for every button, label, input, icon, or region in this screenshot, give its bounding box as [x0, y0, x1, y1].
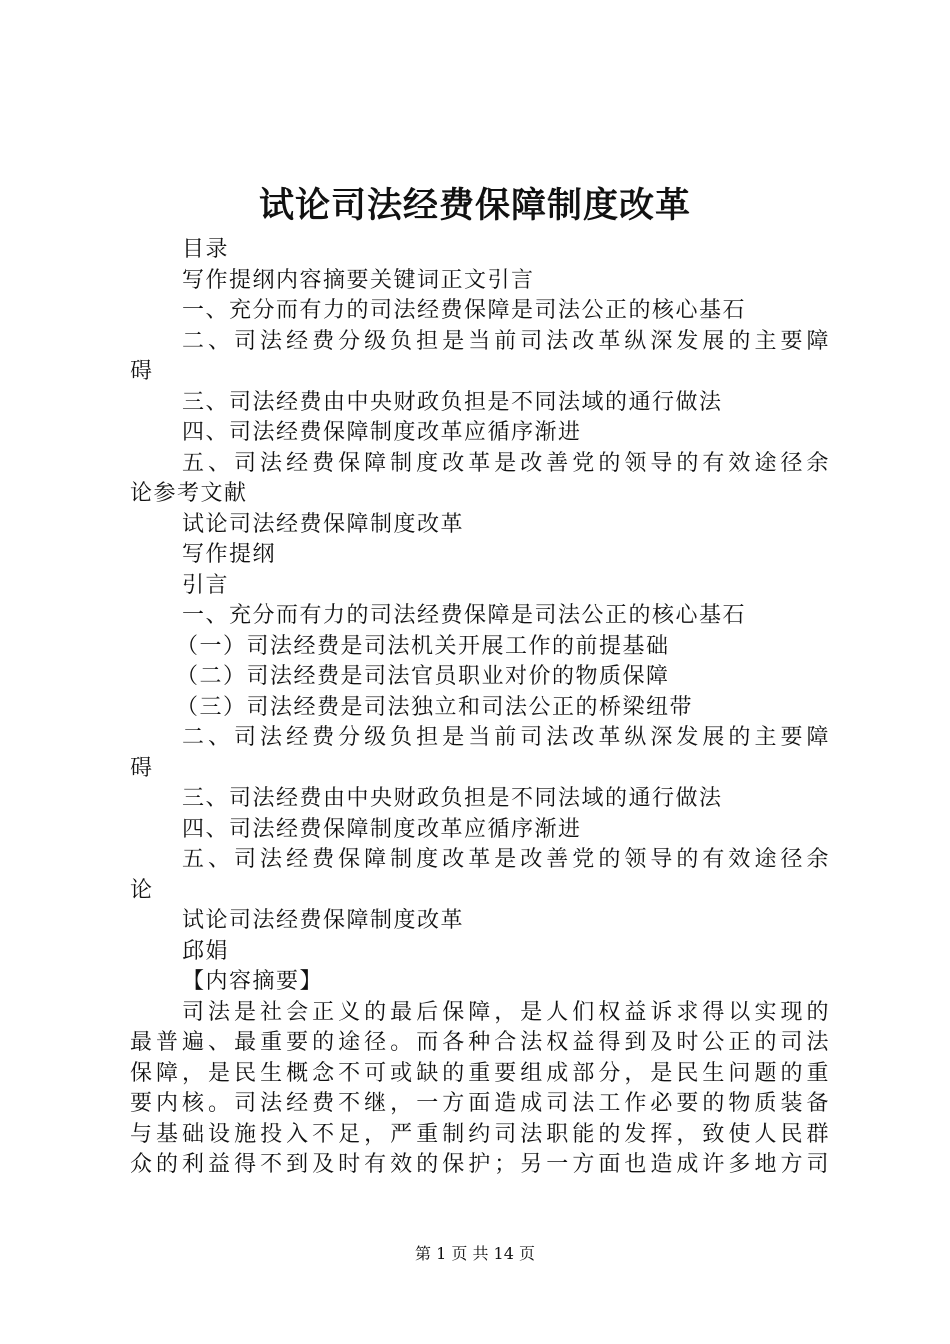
article-title: 试论司法经费保障制度改革: [182, 908, 465, 933]
outline-heading: 写作提纲: [182, 542, 277, 567]
abstract-line: 最普遍、最重要的途径。而各种合法权益得到及时公正的司法: [130, 1030, 830, 1055]
outline-subline: （一）司法经费是司法机关开展工作的前提基础: [176, 633, 670, 659]
document-body: [130, 235, 830, 1181]
abstract-line: 保障，是民生概念不可或缺的重要组成部分，是民生问题的重: [130, 1060, 830, 1086]
toc-line: 一、充分而有力的司法经费保障是司法公正的核心基石: [182, 298, 747, 323]
outline-subline: （二）司法经费是司法官员职业对价的物质保障: [176, 664, 670, 689]
toc-line-wrap: 论参考文献: [130, 481, 248, 506]
outline-line: 一、充分而有力的司法经费保障是司法公正的核心基石: [182, 603, 747, 628]
abstract-line: 与基础设施投入不足，严重制约司法职能的发挥，致使人民群: [130, 1121, 830, 1147]
outline-line: 引言: [182, 572, 230, 598]
outline-line-wrap: 论: [130, 877, 154, 903]
toc-line: 四、司法经费保障制度改革应循序渐进: [182, 420, 582, 445]
outline-line: 五、司法经费保障制度改革是改善党的领导的有效途径余: [182, 847, 830, 872]
toc-line: 五、司法经费保障制度改革是改善党的领导的有效途径余: [182, 450, 830, 476]
toc-line-wrap: 碍: [130, 359, 154, 384]
abstract-line: 众的利益得不到及时有效的保护；另一方面也造成许多地方司: [130, 1152, 830, 1177]
outline-line: 四、司法经费保障制度改革应循序渐进: [182, 816, 582, 842]
outline-line: 二、司法经费分级负担是当前司法改革纵深发展的主要障: [182, 725, 830, 750]
toc-line: 三、司法经费由中央财政负担是不同法域的通行做法: [182, 389, 723, 415]
toc-line: 写作提纲内容摘要关键词正文引言: [182, 267, 535, 293]
abstract-line: 司法是社会正义的最后保障，是人们权益诉求得以实现的: [182, 999, 830, 1025]
author-name: 邱娟: [182, 938, 230, 964]
document-title: 试论司法经费保障制度改革: [258, 185, 691, 226]
page-number: 第 1 页 共 14 页: [415, 1244, 535, 1263]
toc-line: 二、司法经费分级负担是当前司法改革纵深发展的主要障: [182, 328, 830, 354]
abstract-heading: 【内容摘要】: [182, 969, 324, 994]
outline-line: 三、司法经费由中央财政负担是不同法域的通行做法: [182, 786, 723, 811]
abstract-line: 要内核。司法经费不继，一方面造成司法工作必要的物质装备: [130, 1091, 830, 1116]
outline-line-wrap: 碍: [130, 755, 154, 781]
outline-title: 试论司法经费保障制度改革: [182, 511, 465, 537]
outline-subline: （三）司法经费是司法独立和司法公正的桥梁纽带: [176, 694, 694, 720]
toc-heading: 目录: [182, 237, 230, 262]
